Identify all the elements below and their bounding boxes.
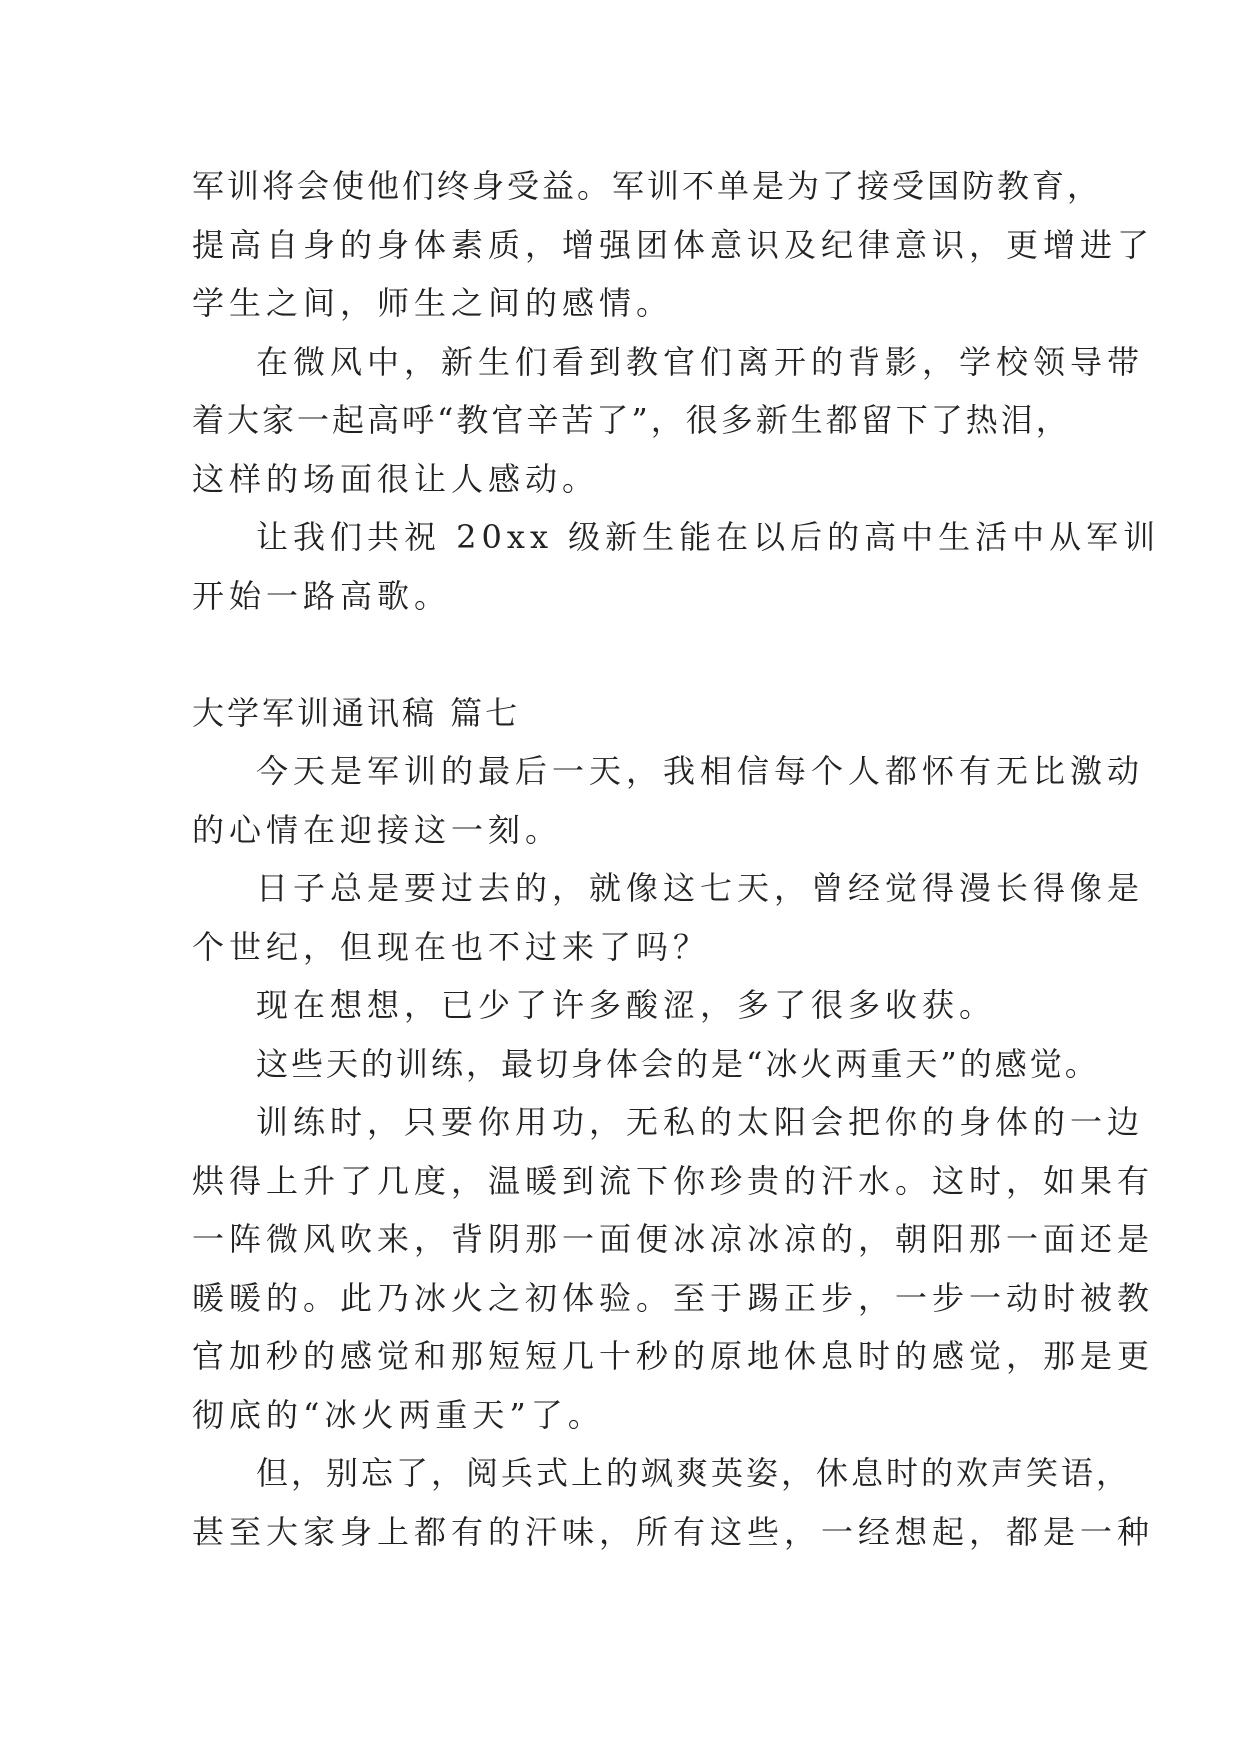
paragraph-line: 甚至大家身上都有的汗味，所有这些，一经想起，都是一种: [192, 1512, 1155, 1551]
paragraph-line: 日子总是要过去的，就像这七天，曾经觉得漫长得像是: [256, 869, 1145, 907]
paragraph-line: 让我们共祝 20xx 级新生能在以后的高中生活中从军训: [256, 518, 1161, 556]
paragraph-line: 烘得上升了几度，温暖到流下你珍贵的汗水。这时，如果有: [192, 1161, 1155, 1200]
paragraph-line: 但，别忘了，阅兵式上的飒爽英姿，休息时的欢声笑语，: [256, 1454, 1132, 1492]
paragraph-line: 军训将会使他们终身受益。军训不单是为了接受国防教育，: [192, 167, 1103, 205]
section-heading: 大学军训通讯稿 篇七: [192, 693, 521, 732]
paragraph-line: 暖暖的。此乃冰火之初体验。至于踢正步，一步一动时被教: [192, 1278, 1155, 1317]
document-body: [192, 157, 1161, 1561]
paragraph-line: 的心情在迎接这一刻。: [192, 810, 563, 849]
paragraph-line: 在微风中，新生们看到教官们离开的背影，学校领导带: [256, 342, 1145, 381]
paragraph-line: 一阵微风吹来，背阴那一面便冰凉冰凉的，朝阳那一面还是: [192, 1220, 1155, 1258]
paragraph-line: 现在想想，已少了许多酸涩，多了很多收获。: [256, 986, 997, 1024]
paragraph-line: 彻底的“冰火两重天”了。: [192, 1395, 605, 1434]
section-spacer: [192, 625, 1062, 684]
paragraph-line: 这些天的训练，最切身体会的是“冰火两重天”的感觉。: [256, 1044, 1100, 1083]
paragraph-line: 着大家一起高呼“教官辛苦了”，很多新生都留下了热泪，: [192, 401, 1071, 439]
paragraph-line: 今天是军训的最后一天，我相信每个人都怀有无比激动: [256, 752, 1145, 790]
paragraph-line: 提高自身的身体素质，增强团体意识及纪律意识，更增进了: [192, 225, 1155, 264]
paragraph-line: 这样的场面很让人感动。: [192, 459, 600, 498]
paragraph-line: 官加秒的感觉和那短短几十秒的原地休息时的感觉，那是更: [192, 1337, 1155, 1375]
paragraph-line: 训练时，只要你用功，无私的太阳会把你的身体的一边: [256, 1103, 1145, 1141]
paragraph-line: 个世纪，但现在也不过来了吗？: [192, 927, 711, 966]
paragraph-line: 学生之间，师生之间的感情。: [192, 284, 674, 322]
paragraph-line: 开始一路高歌。: [192, 576, 452, 615]
